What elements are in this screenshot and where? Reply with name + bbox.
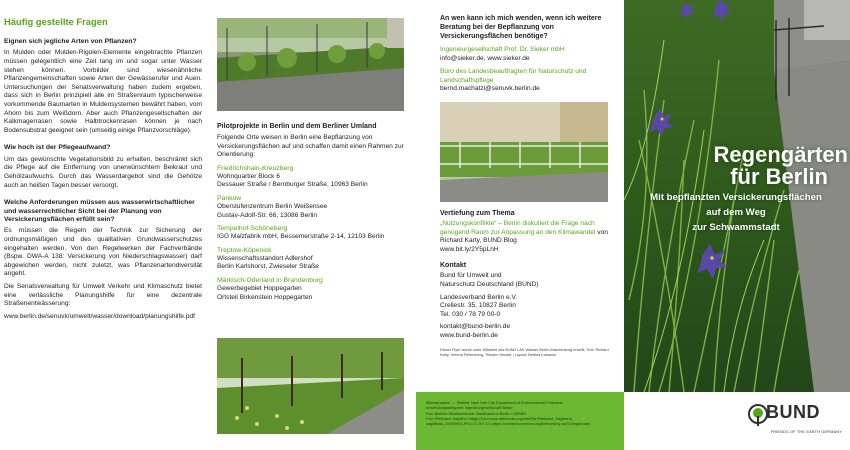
- location-line: Wohnquartier Block 6: [217, 172, 280, 180]
- contact-naturschutz-email[interactable]: bernd.machatzi@senuvk.berlin.de: [440, 85, 540, 93]
- bund-tagline: FRIENDS OF THE EARTH GERMANY: [770, 430, 842, 434]
- location-tempelhof: [217, 224, 412, 242]
- cover-title-line2: für Berlin: [730, 164, 828, 189]
- pilot-projects-intro: Folgende Orte weisen in Berlin eine Bepflanzung von Versickerungsflächen auf und schaffen damit einen Rahmen zur Orientierung:: [217, 134, 404, 159]
- location-line: Ortsteil Birkenstein Hoppegarten: [217, 293, 313, 301]
- faq-panel: [0, 0, 208, 450]
- deep-dive-text: [440, 220, 618, 246]
- contact-sieker-name[interactable]: Ingenieurgesellschaft Prof. Dr. Sieker mbH: [440, 46, 565, 53]
- kontakt-line: Bund für Umwelt und: [440, 272, 502, 280]
- cover-title-line1: Regengärten: [713, 142, 848, 167]
- location-name: Tempelhof-Schöneberg: [217, 225, 288, 233]
- credit-line: Foto Pfeilkraut: Hajotthu Ortiga (Commons.wikimedia.org/wiki/File:Pfeilkraut_Sagittaria_: [426, 416, 574, 421]
- deep-dive-author: von Richard Karty, BUND Blog: [440, 228, 608, 245]
- pilot-projects-panel: [208, 0, 416, 450]
- faq-answer-3: Es müssen die Regeln der Technik zur Sicherung der ordnungsmäßigen und des qualitativen Grundwasserschutzes eingehalten werden. Von den Regelwerken der Fachverbände (Bspw. DWA-A 138: Versickerung von Niederschlagswasser) darf abgewichen werden, nicht zuletzt, was Pflanzenartendiversität angeht.: [4, 227, 202, 278]
- location-line: Wissenschaftsstandort Adlershof: [217, 254, 313, 262]
- deep-dive-link[interactable]: „Nutzungskonflikte“ – Berlin diskutiert die Frage nach genügend Raum zur Anpassung an den Klimawandel: [440, 219, 596, 236]
- location-line: Dessauer Straße / Bernburger Straße, 10963 Berlin: [217, 181, 368, 189]
- pilot-projects-title: Pilotprojekte in Berlin und dem Berliner Umland: [217, 123, 377, 130]
- location-line: Gustav-Adolf-Str. 66, 13086 Berlin: [217, 211, 318, 219]
- faq-answer-1: In Mulden oder Mulden-Rigolen-Elemente eingebrachte Pflanzen müssen gelegentlich eine Zeit lang im und sogar unter Wasser stehen können. Vorbilder sind wiesenähnliche Pflanzengemeinschaften sowie Arten der Gewässerufer und Auen. Untersuchungen der Senatsverwaltung haben zudem ergeben, dass sich in Berlin prinzipiell alle im Straßenraum typischerweise vorkommende Baumarten in Muldensystemen bewährt haben, vom Ahorn bis zum Weißdorn. Aber auch Pflanzengesellschaften der Kalkmagerrasen sowie Halbtrockenrasen können je nach Bodensubstrat geeignet sein (umseitig einige Pflanzvorschläge).: [4, 49, 202, 134]
- email-line[interactable]: kontakt@bund-berlin.de: [440, 323, 511, 331]
- location-pankow: [217, 194, 412, 220]
- cover-subtitle-line3: zur Schwammstadt: [692, 222, 780, 233]
- location-line: IGG Malzfabrik mbH, Bessemerstraße 2-14, 12103 Berlin: [217, 233, 385, 241]
- photo-street-planting: [217, 18, 404, 111]
- credit-line: Anwendungsbeispiele: Ingenieurgesellschaft Sieker: [426, 406, 513, 411]
- cover-title: [624, 144, 850, 233]
- lv-line: Landesverband Berlin e.V.: [440, 293, 518, 301]
- bund-logo-bar: [624, 392, 850, 450]
- faq-question-3: Welche Anforderungen müssen aus wasserwirtschaftlicher und wasserrechtlicher Sicht bei der Planung von Versickerungsflächen erfüllt sein?: [4, 199, 195, 223]
- contact-panel: [416, 0, 624, 450]
- kontakt-line: Naturschutz Deutschland (BUND): [440, 280, 539, 288]
- faq-question-2: Wie hoch ist der Pflegeaufwand?: [4, 144, 111, 152]
- location-maerkisch-oderland: [217, 276, 412, 302]
- flyer-note: Dieser Flyer wurde unter Mitarbeit des BUND LAK Wasser Berlin-Brandenburg erstellt. Text: Richard Karty, Verena Fehlenberg, Tilmann Heuser | Layout: Bettina Kubanek: [440, 347, 609, 357]
- location-name: Pankow: [217, 194, 242, 202]
- contact-sieker-info[interactable]: info@sieker.de, www.sieker.de: [440, 54, 530, 62]
- faq-answer-3b: Die Senatsverwaltung für Umwelt Verkehr und Klimaschutz bietet eine verlässliche Planungshilfe für eine dezentrale Straßenentwässerung:: [4, 282, 202, 308]
- faq-question-1: Eignen sich jegliche Arten von Pflanzen?: [4, 38, 137, 45]
- cover-panel: [624, 0, 850, 450]
- bund-wordmark: BUND: [766, 402, 820, 422]
- location-friedrichshain: [217, 164, 412, 190]
- contact-naturschutz-name[interactable]: Büro des Landesbeauftragten für Naturschutz und Landschaftspflege: [440, 68, 587, 84]
- cover-subtitle-line1: Mit bepflanzten Versickerungsflächen: [650, 192, 822, 203]
- location-name: Treptow-Köpenick: [217, 246, 272, 254]
- credit-line: Bildnachweise → Titelbild: New York City Department of Environmental Protection: [426, 401, 564, 405]
- photo-tree-alley: [217, 338, 404, 434]
- kontakt-title: Kontakt: [440, 262, 467, 270]
- faq-heading: Häufig gestellte Fragen: [4, 16, 108, 27]
- credit-line: sagittifolia_20090903.JPG) CC BY 3.0 (https://creativecommons.org/licenses/by-sa/3.0/legalcode): [426, 422, 591, 427]
- credits-footer: [416, 392, 624, 450]
- advice-question: An wen kann ich mich wenden, wenn ich weitere Beratung bei der Bepflanzung von Versickerungsflächen benötige?: [440, 15, 602, 40]
- deep-dive-url[interactable]: www.bit.ly/2Y5pLnH: [440, 245, 499, 253]
- lv-line: Crellestr. 35, 10827 Berlin: [440, 302, 516, 310]
- faq-answer-2: Um das gewünschte Vegetationsbild zu erhalten, beschränkt sich die Pflege auf die Entfernung von unerwünschtem Beikraut und Gehölzaufwuchs. Durch das Wasserdargebot sind die Gehölze auch an heißen Tagen besser versorgt.: [4, 155, 202, 189]
- deep-dive-title: Vertiefung zum Thema: [440, 209, 515, 217]
- planungshilfe-link[interactable]: www.berlin.de/senuvk/umwelt/wasser/download/planungshilfe.pdf: [4, 312, 195, 320]
- photo-fenced-garden: [440, 102, 608, 202]
- lv-line: Tel. 030 / 78 79 00-0: [440, 310, 501, 318]
- location-line: Oberstufenzentrum Berlin Weißensee: [217, 202, 328, 210]
- website-line[interactable]: www.bund-berlin.de: [440, 331, 498, 339]
- location-line: Gewerbegebiet Hoppegarten: [217, 284, 302, 292]
- credit-line: Foto Berliner Straßenbäume: Stadtbaumrat Berlin / GEBBS: [426, 411, 526, 416]
- location-name: Friedrichshain-Kreuzberg: [217, 164, 294, 172]
- location-treptow: [217, 246, 412, 272]
- location-line: Berlin Karlshorst, Zwieseler Straße: [217, 263, 319, 271]
- cover-subtitle-line2: auf dem Weg: [706, 207, 766, 218]
- bund-logo: [744, 400, 842, 440]
- location-name: Märkisch-Oderland in Brandenburg: [217, 276, 323, 284]
